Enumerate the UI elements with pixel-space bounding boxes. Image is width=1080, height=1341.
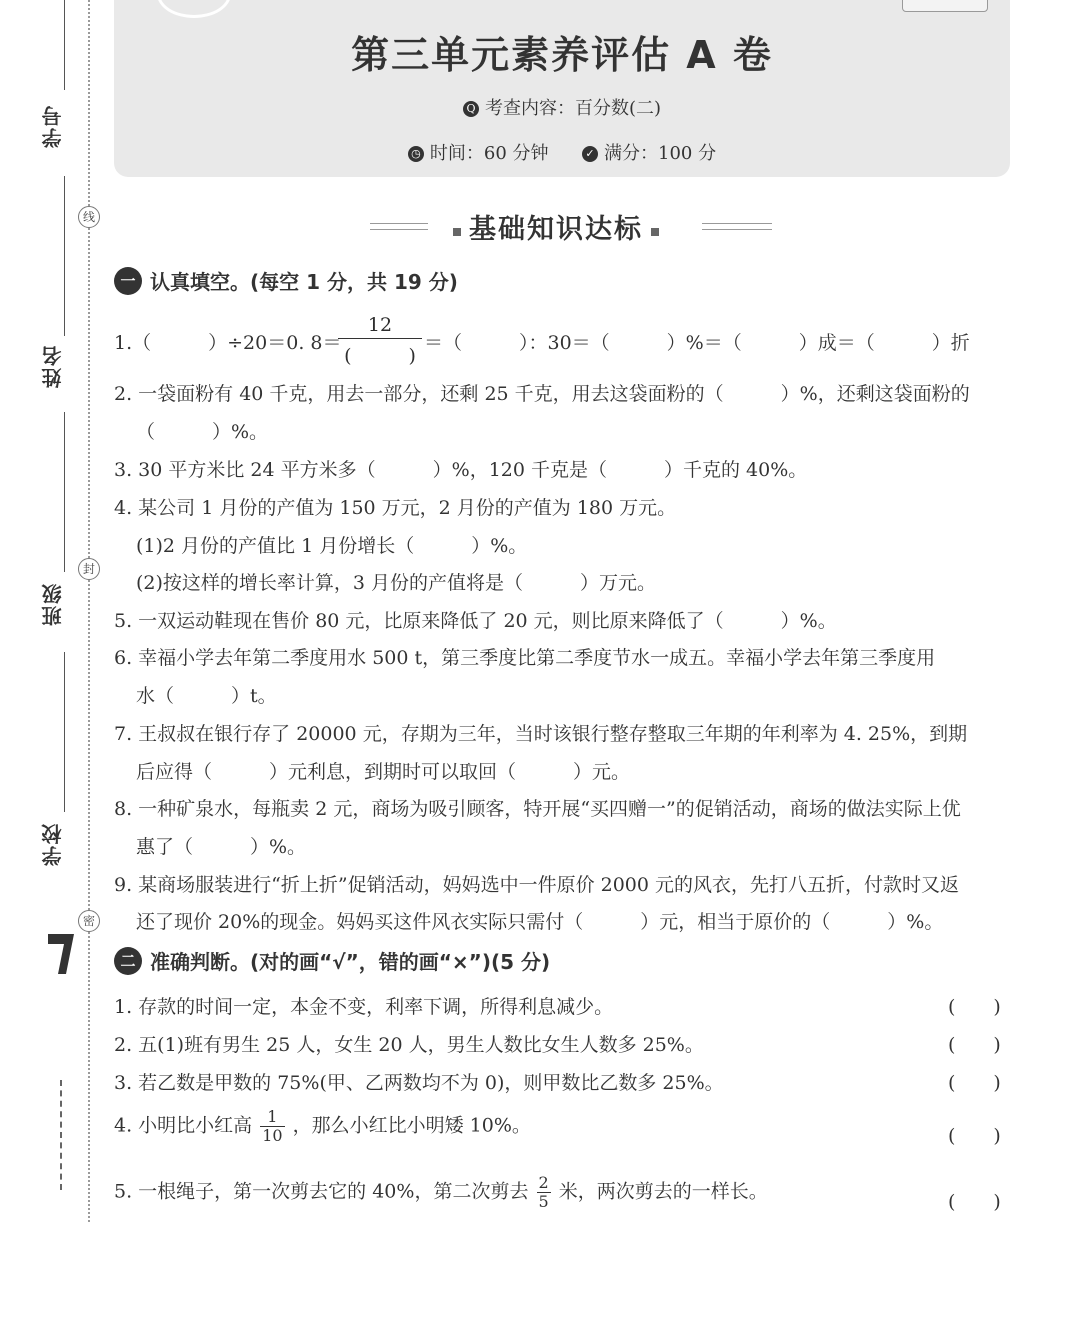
- name-underline: [64, 176, 65, 336]
- judge-5-answer-box[interactable]: ( ): [948, 1191, 1001, 1213]
- question-4-part2: (2)按这样的增长率计算，3 月份的产值将是（ ）万元。: [136, 572, 657, 594]
- judge-1-answer-box[interactable]: ( ): [948, 996, 1001, 1018]
- question-9-line1: 9. 某商场服装进行“折上折”促销活动，妈妈选中一件原价 2000 元的风衣，先打八五折，付款时又返: [114, 874, 960, 896]
- margin-dashes: [60, 1080, 62, 1190]
- header-score-tab: [902, 0, 988, 12]
- question-9-line2: 还了现价 20%的现金。妈妈买这件风衣实际只需付（ ）元，相当于原价的（ ）%。: [136, 911, 944, 933]
- judge-5: [114, 1174, 768, 1211]
- question-8-line2: 惠了（ ）%。: [136, 836, 307, 858]
- page-title: 第三单元素养评估 A 卷: [351, 33, 773, 77]
- clock-icon: ◷: [408, 146, 424, 162]
- search-icon: Q: [463, 101, 479, 117]
- judge-5-fraction-top: 2: [538, 1173, 549, 1192]
- time-score-line: [0, 139, 1080, 165]
- judge-5-fraction: [537, 1174, 551, 1211]
- question-2-line1: 2. 一袋面粉有 40 千克，用去一部分，还剩 25 千克，用去这袋面粉的（ ）%，还剩这袋面粉的: [114, 383, 970, 405]
- part2-heading: [114, 946, 550, 975]
- question-8-line1: 8. 一种矿泉水，每瓶卖 2 元，商场为吸引顾客，特开展“买四赠一”的促销活动，商场的做法实际上优: [114, 798, 961, 820]
- binding-dotted-line: [88, 0, 90, 1222]
- part1-badge: 一: [114, 267, 142, 295]
- judge-4-fraction-bottom: 10: [262, 1126, 283, 1145]
- name-label: 姓名: [41, 344, 65, 388]
- judge-4-fraction-top: 1: [260, 1108, 284, 1127]
- class-underline: [64, 412, 65, 572]
- question-5: 5. 一双运动鞋现在售价 80 元，比原来降低了 20 元，则比原来降低了（ ）%。: [114, 610, 837, 632]
- banner-square-right: [651, 228, 659, 236]
- judge-4-answer-box[interactable]: ( ): [948, 1125, 1001, 1147]
- part1-heading-text: 认真填空。(每空 1 分，共 19 分): [150, 270, 458, 294]
- judge-3-answer-box[interactable]: ( ): [948, 1072, 1001, 1094]
- part2-heading-text: 准确判断。(对的画“√”，错的画“×”)(5 分): [150, 950, 551, 974]
- judge-2: 2. 五(1)班有男生 25 人，女生 20 人，男生人数比女生人数多 25%。: [114, 1034, 704, 1056]
- section-banner: [340, 205, 772, 245]
- judge-1: 1. 存款的时间一定，本金不变，利率下调，所得利息减少。: [114, 996, 614, 1018]
- judge-5-fraction-bottom: 5: [538, 1192, 549, 1211]
- school-label: 学校: [41, 822, 65, 866]
- question-6-line2: 水（ ）t。: [136, 685, 277, 707]
- seal-seal-mark: 封: [78, 558, 100, 580]
- content-line: [0, 94, 1080, 120]
- question-7-line1: 7. 王叔叔在银行存了 20000 元，存期为三年，当时该银行整存整取三年期的年利率为 4. 25%，到期: [114, 723, 968, 745]
- judge-4-end: ，那么小红比小明矮 10%。: [292, 1114, 531, 1137]
- check-icon: ✓: [582, 146, 598, 162]
- publisher-logo-icon: [44, 930, 88, 980]
- banner-rule-left: [370, 223, 428, 230]
- judge-5-start: 5. 一根绳子，第一次剪去它的 40%，第二次剪去: [114, 1180, 529, 1203]
- question-1-end: ＝（ ）：30＝（ ）%＝（ ）成＝（ ）折: [424, 332, 970, 354]
- question-7-line2: 后应得（ ）元利息，到期时可以取回（ ）元。: [136, 761, 631, 783]
- judge-4: [114, 1108, 531, 1145]
- judge-2-answer-box[interactable]: ( ): [948, 1034, 1001, 1056]
- class-label: 班级: [41, 582, 65, 626]
- question-1-fraction-bottom: ( ): [344, 345, 416, 367]
- question-6-line1: 6. 幸福小学去年第二季度用水 500 t，第三季度比第二季度节水一成五。幸福小学去年第三季度用: [114, 647, 936, 669]
- seal-dense-mark: 密: [78, 910, 100, 932]
- banner-square-left: [453, 228, 461, 236]
- part2-badge: 二: [114, 947, 142, 975]
- question-1-start: 1.（ ）÷20＝0. 8＝: [114, 332, 342, 354]
- judge-5-end: 米，两次剪去的一样长。: [558, 1180, 768, 1203]
- banner-rule-right: [702, 223, 772, 230]
- question-4: 4. 某公司 1 月份的产值为 150 万元，2 月份的产值为 180 万元。: [114, 497, 677, 519]
- question-3: 3. 30 平方米比 24 平方米多（ ）%，120 千克是（ ）千克的 40%。: [114, 459, 808, 481]
- score-label: 满分：100 分: [604, 143, 717, 164]
- student-no-label: 学号: [41, 104, 65, 148]
- question-2-line2: （ ）%。: [136, 421, 269, 443]
- question-1-fraction-top: 12: [338, 314, 422, 339]
- time-label: 时间：60 分钟: [429, 143, 549, 164]
- question-4-part1: (1)2 月份的产值比 1 月份增长（ ）%。: [136, 535, 528, 557]
- school-underline: [64, 652, 65, 812]
- question-1-fraction: [338, 314, 422, 368]
- content-label: 考查内容：百分数(二): [484, 98, 662, 119]
- judge-3: 3. 若乙数是甲数的 75%(甲、乙两数均不为 0)，则甲数比乙数多 25%。: [114, 1072, 724, 1094]
- seal-line-mark: 线: [78, 206, 100, 228]
- section-title: 基础知识达标: [469, 214, 643, 245]
- judge-4-start: 4. 小明比小红高: [114, 1114, 253, 1137]
- judge-4-fraction: [260, 1108, 284, 1145]
- part1-heading: [114, 266, 458, 295]
